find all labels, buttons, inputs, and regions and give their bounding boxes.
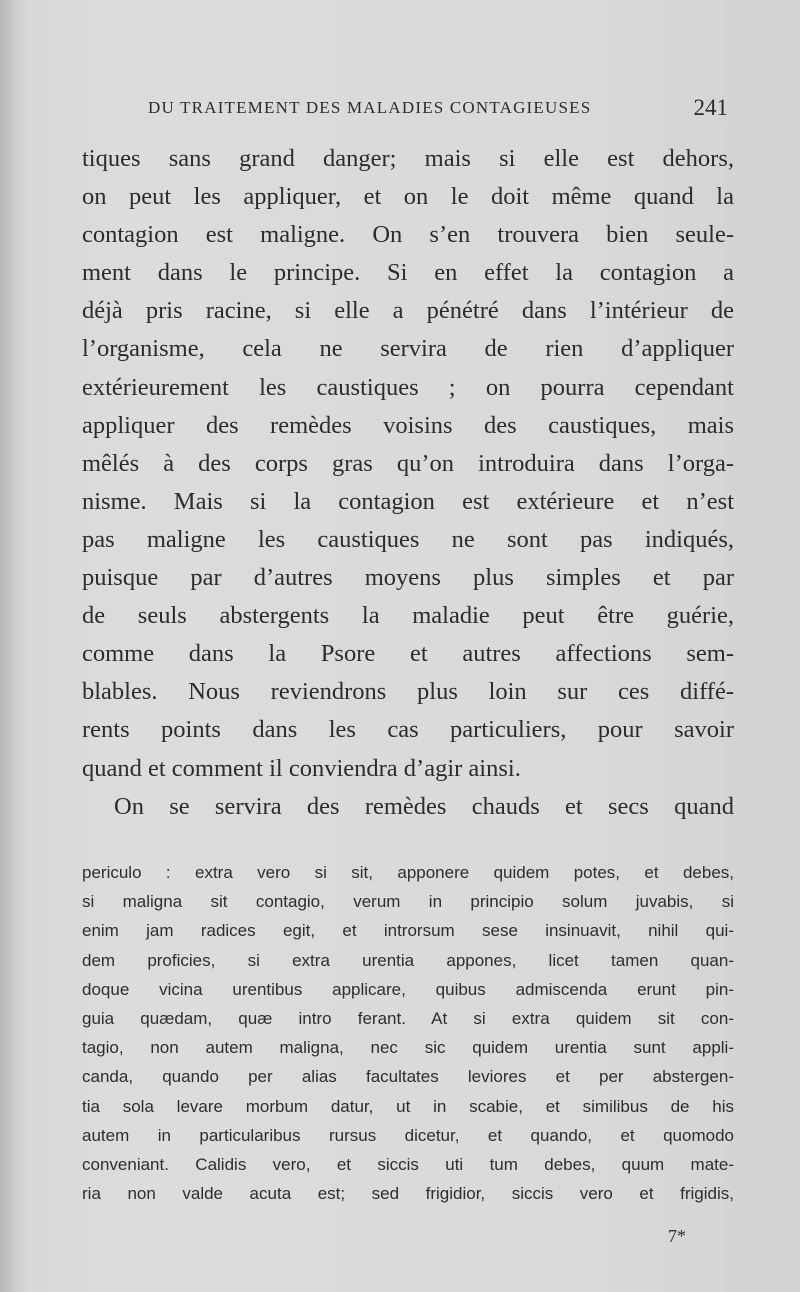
text-line: quand et comment il conviendra d’agir ainsi. [82,754,521,782]
text-line: extérieurement les caustiques ; on pourra cependant [82,373,734,401]
text-line: nisme. Mais si la contagion est extérieure et n’est [82,487,734,515]
latin-footnote [82,858,734,1208]
note-line: guia quædam, quæ intro ferant. At si extra quidem sit con- [82,1008,734,1028]
text-line: blables. Nous reviendrons plus loin sur ces diffé- [82,678,734,706]
note-line: enim jam radices egit, et introrsum sese insinuavit, nihil qui- [82,921,734,941]
text-line: mêlés à des corps gras qu’on introduira dans l’orga- [82,449,734,477]
note-line: tagio, non autem maligna, nec sic quidem urentia sunt appli- [82,1038,734,1058]
text-line: contagion est maligne. On s’en trouvera bien seule- [82,221,734,249]
main-text [82,140,734,826]
paragraph-start-line: On se servira des remèdes chauds et secs quand [114,792,734,820]
page-number: 241 [693,95,728,120]
text-line: de seuls abstergents la maladie peut être guérie, [82,602,734,630]
note-line: si maligna sit contagio, verum in principio solum juvabis, si [82,892,734,912]
running-title: DU TRAITEMENT DES MALADIES CONTAGIEUSES [148,98,592,117]
running-head [148,95,738,126]
text-line: on peut les appliquer, et on le doit même quand la [82,183,734,211]
text-line: pas maligne les caustiques ne sont pas indiqués, [82,525,734,553]
note-line: doque vicina urentibus applicare, quibus admiscenda erunt pin- [82,979,734,999]
note-line: canda, quando per alias facultates leviores et per abstergen- [82,1067,734,1087]
note-line: tia sola levare morbum datur, ut in scabie, et similibus de his [82,1096,734,1116]
note-line: periculo : extra vero si sit, apponere quidem potes, et debes, [82,863,734,882]
note-line: dem proficies, si extra urentia appones, licet tamen quan- [82,950,734,970]
note-line: autem in particularibus rursus dicetur, et quando, et quomodo [82,1125,734,1145]
signature-mark: 7* [668,1226,686,1246]
note-line: conveniant. Calidis vero, et siccis uti tum debes, quum mate- [82,1154,734,1174]
text-line: comme dans la Psore et autres affections sem- [82,640,734,668]
text-line: puisque par d’autres moyens plus simples et par [82,564,734,592]
text-line: déjà pris racine, si elle a pénétré dans l’intérieur de [82,297,734,325]
text-line: rents points dans les cas particuliers, pour savoir [82,716,734,744]
text-line: l’organisme, cela ne servira de rien d’appliquer [82,335,734,363]
text-line: ment dans le principe. Si en effet la contagion a [82,259,734,287]
text-line: tiques sans grand danger; mais si elle est dehors, [82,145,734,172]
note-line: ria non valde acuta est; sed frigidior, siccis vero et frigidis, [82,1184,734,1204]
text-line: appliquer des remèdes voisins des caustiques, mais [82,411,734,439]
